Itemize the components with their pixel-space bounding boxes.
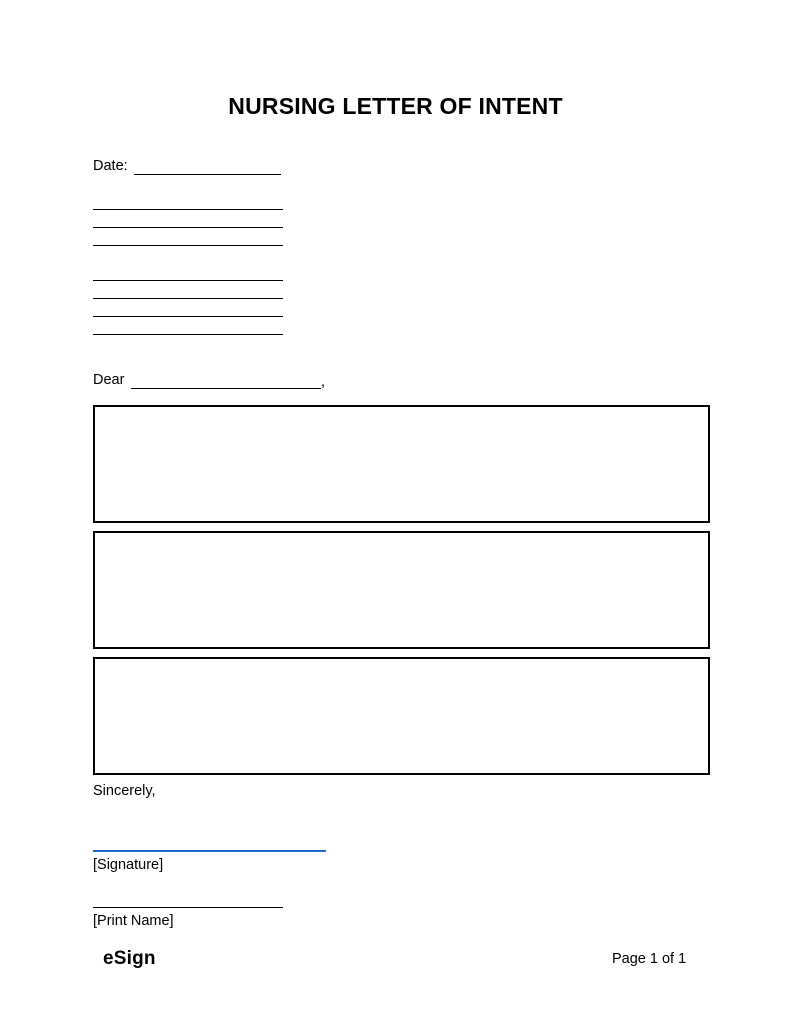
recipient-address-line-4[interactable] — [93, 334, 283, 335]
print-name-line[interactable] — [93, 907, 283, 908]
recipient-address-line-3[interactable] — [93, 316, 283, 317]
recipient-name-line[interactable] — [131, 388, 321, 389]
recipient-address-line-1[interactable] — [93, 280, 283, 281]
body-paragraph-box-3[interactable] — [93, 657, 710, 775]
recipient-address-line-2[interactable] — [93, 298, 283, 299]
sender-address-line-1[interactable] — [93, 209, 283, 210]
signature-label: [Signature] — [93, 857, 164, 873]
print-name-label: [Print Name] — [93, 913, 174, 929]
closing-text: Sincerely, — [93, 783, 156, 799]
signature-line[interactable] — [93, 850, 326, 852]
page-indicator: Page 1 of 1 — [612, 951, 687, 967]
body-paragraph-box-2[interactable] — [93, 531, 710, 649]
salutation-label: Dear — [93, 372, 125, 388]
body-paragraph-box-1[interactable] — [93, 405, 710, 523]
date-label: Date: — [93, 158, 128, 174]
salutation-comma: , — [321, 374, 326, 390]
date-field-line[interactable] — [134, 174, 281, 175]
sender-address-line-2[interactable] — [93, 227, 283, 228]
document-title: NURSING LETTER OF INTENT — [228, 93, 563, 119]
esign-logo: eSign — [103, 948, 156, 969]
sender-address-line-3[interactable] — [93, 245, 283, 246]
